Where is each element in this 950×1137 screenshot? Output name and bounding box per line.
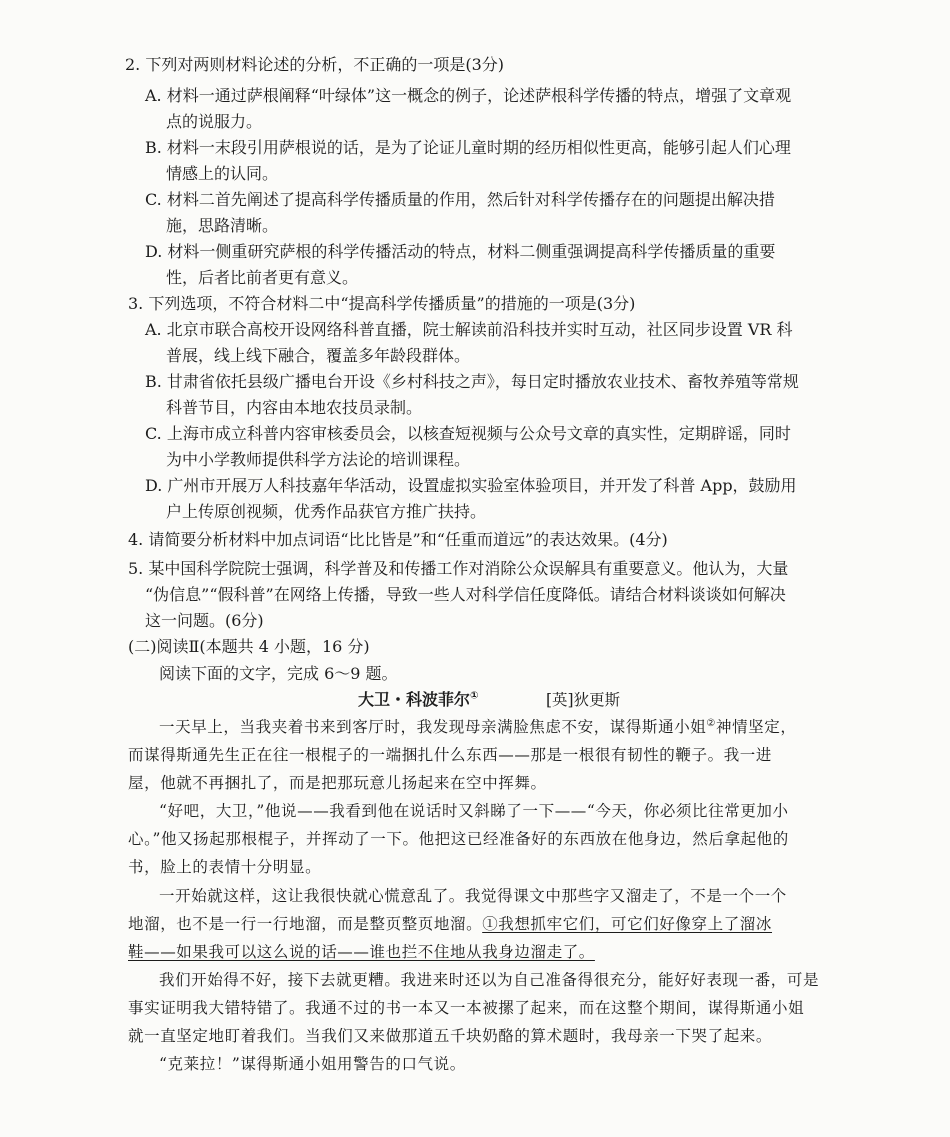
para5-line1: “克莱拉！”谋得斯通小姐用警告的口气说。 <box>159 1055 466 1073</box>
q2-option-a: A. 材料一通过萨根阐释“叶绿体”这一概念的例子，论述萨根科学传播的特点，增强了文章观 <box>145 86 792 105</box>
para2-line2: 心。”他又扬起那根棍子，并挥动了一下。他把这已经准备好的东西放在他身边，然后拿起他的 <box>128 830 789 848</box>
q3-option-c-cont: 为中小学教师提供科学方法论的培训课程。 <box>166 450 471 469</box>
para1-line1-text: 一天早上，当我夹着书来到客厅时，我发现母亲满脸焦虑不安，谋得斯通小姐 <box>159 718 707 736</box>
para4-line2: 事实证明我大错特错了。我通不过的书一本又一本被摞了起来，而在这整个期间，谋得斯通小姐 <box>128 999 805 1017</box>
section-instruction: 阅读下面的文字，完成 6～9 题。 <box>159 664 398 683</box>
passage-author: [英]狄更斯 <box>546 691 621 709</box>
q3-option-a: A. 北京市联合高校开设网络科普直播，院士解读前沿科技并实时互动，社区同步设置 VR 科 <box>145 320 793 339</box>
para2-line3: 书，脸上的表情十分明显。 <box>128 858 322 876</box>
q2-stem: 2. 下列对两则材料论述的分析，不正确的一项是(3分) <box>125 55 505 74</box>
para2-line1: “好吧，大卫，”他说——我看到他在说话时又斜睇了一下——“今天，你必须比往常更加小 <box>159 802 789 820</box>
para1-line2: 而谋得斯通先生正在往一根棍子的一端捆扎什么东西——那是一根很有韧性的鞭子。我一进 <box>128 746 773 764</box>
q2-option-d-cont: 性，后者比前者更有意义。 <box>166 268 359 287</box>
para4-line1: 我们开始得不好，接下去就更糟。我进来时还以为自己准备得很充分，能好好表现一番，可是 <box>159 971 820 989</box>
para3-line3 <box>128 942 595 962</box>
q2-option-a-cont: 点的说服力。 <box>166 112 263 131</box>
q4-stem: 4. 请简要分析材料中加点词语“比比皆是”和“任重而道远”的表达效果。(4分) <box>128 530 668 549</box>
footnote-mark: ② <box>706 717 716 729</box>
para4-line3: 就一直坚定地盯着我们。当我们又来做那道五千块奶酪的算术题时，我母亲一下哭了起来。 <box>128 1027 773 1045</box>
underlined-sentence-1-cont: 鞋——如果我可以这么说的话——谁也拦不住地从我身边溜走了。 <box>128 943 595 961</box>
q2-option-d: D. 材料一侧重研究萨根的科学传播活动的特点，材料二侧重强调提高科学传播质量的重要 <box>145 242 776 261</box>
q3-option-d-cont: 户上传原创视频，优秀作品获官方推广扶持。 <box>166 502 487 521</box>
q3-option-a-cont: 普展，线上线下融合，覆盖多年龄段群体。 <box>166 346 471 365</box>
title-footnote-mark: ① <box>470 690 479 702</box>
q2-option-c: C. 材料二首先阐述了提高科学传播质量的作用，然后针对科学传播存在的问题提出解决措 <box>145 190 775 209</box>
q2-option-c-cont: 施，思路清晰。 <box>166 216 279 235</box>
para1-line1-tail: 神情坚定， <box>715 718 797 736</box>
q3-option-c: C. 上海市成立科普内容审核委员会，以核查短视频与公众号文章的真实性，定期辟谣，同时 <box>145 424 791 443</box>
passage-title <box>358 690 478 710</box>
q3-stem: 3. 下列选项，不符合材料二中“提高科学传播质量”的措施的一项是(3分) <box>128 294 636 313</box>
q2-option-b-cont: 情感上的认同。 <box>166 164 279 183</box>
para1-line3: 屋，他就不再捆扎了，而是把那玩意儿扬起来在空中挥舞。 <box>128 774 547 792</box>
q3-option-b-cont: 科普节目，内容由本地农技员录制。 <box>166 398 423 417</box>
q3-option-d: D. 广州市开展万人科技嘉年华活动，设置虚拟实验室体验项目，并开发了科普 App，鼓励用 <box>145 476 797 495</box>
passage-title-text: 大卫・科波菲尔 <box>358 690 471 709</box>
q5-stem-cont-2: 这一问题。(6分) <box>145 611 264 630</box>
para3-line2 <box>128 914 772 934</box>
q5-stem-cont-1: “伪信息”“假科普”在网络上传播，导致一些人对科学信任度降低。请结合材料谈谈如何解决 <box>145 585 786 604</box>
q5-stem: 5. 某中国科学院院士强调，科学普及和传播工作对消除公众误解具有重要意义。他认为，大量 <box>128 559 789 578</box>
section-heading: (二)阅读Ⅱ(本题共 4 小题，16 分) <box>128 637 370 656</box>
q2-option-b: B. 材料一末段引用萨根说的话，是为了论证儿童时期的经历相似性更高，能够引起人们心理 <box>145 138 791 157</box>
para3-line2-text: 地溜，也不是一行一行地溜，而是整页整页地溜。 <box>128 915 483 933</box>
underlined-sentence-1: ①我想抓牢它们，可它们好像穿上了溜冰 <box>482 915 773 933</box>
para3-line1: 一开始就这样，这让我很快就心慌意乱了。我觉得课文中那些字又溜走了，不是一个一个 <box>159 887 787 905</box>
q3-option-b: B. 甘肃省依托县级广播电台开设《乡村科技之声》，每日定时播放农业技术、畜牧养殖等常规 <box>145 372 799 391</box>
para1-line1 <box>159 717 797 737</box>
